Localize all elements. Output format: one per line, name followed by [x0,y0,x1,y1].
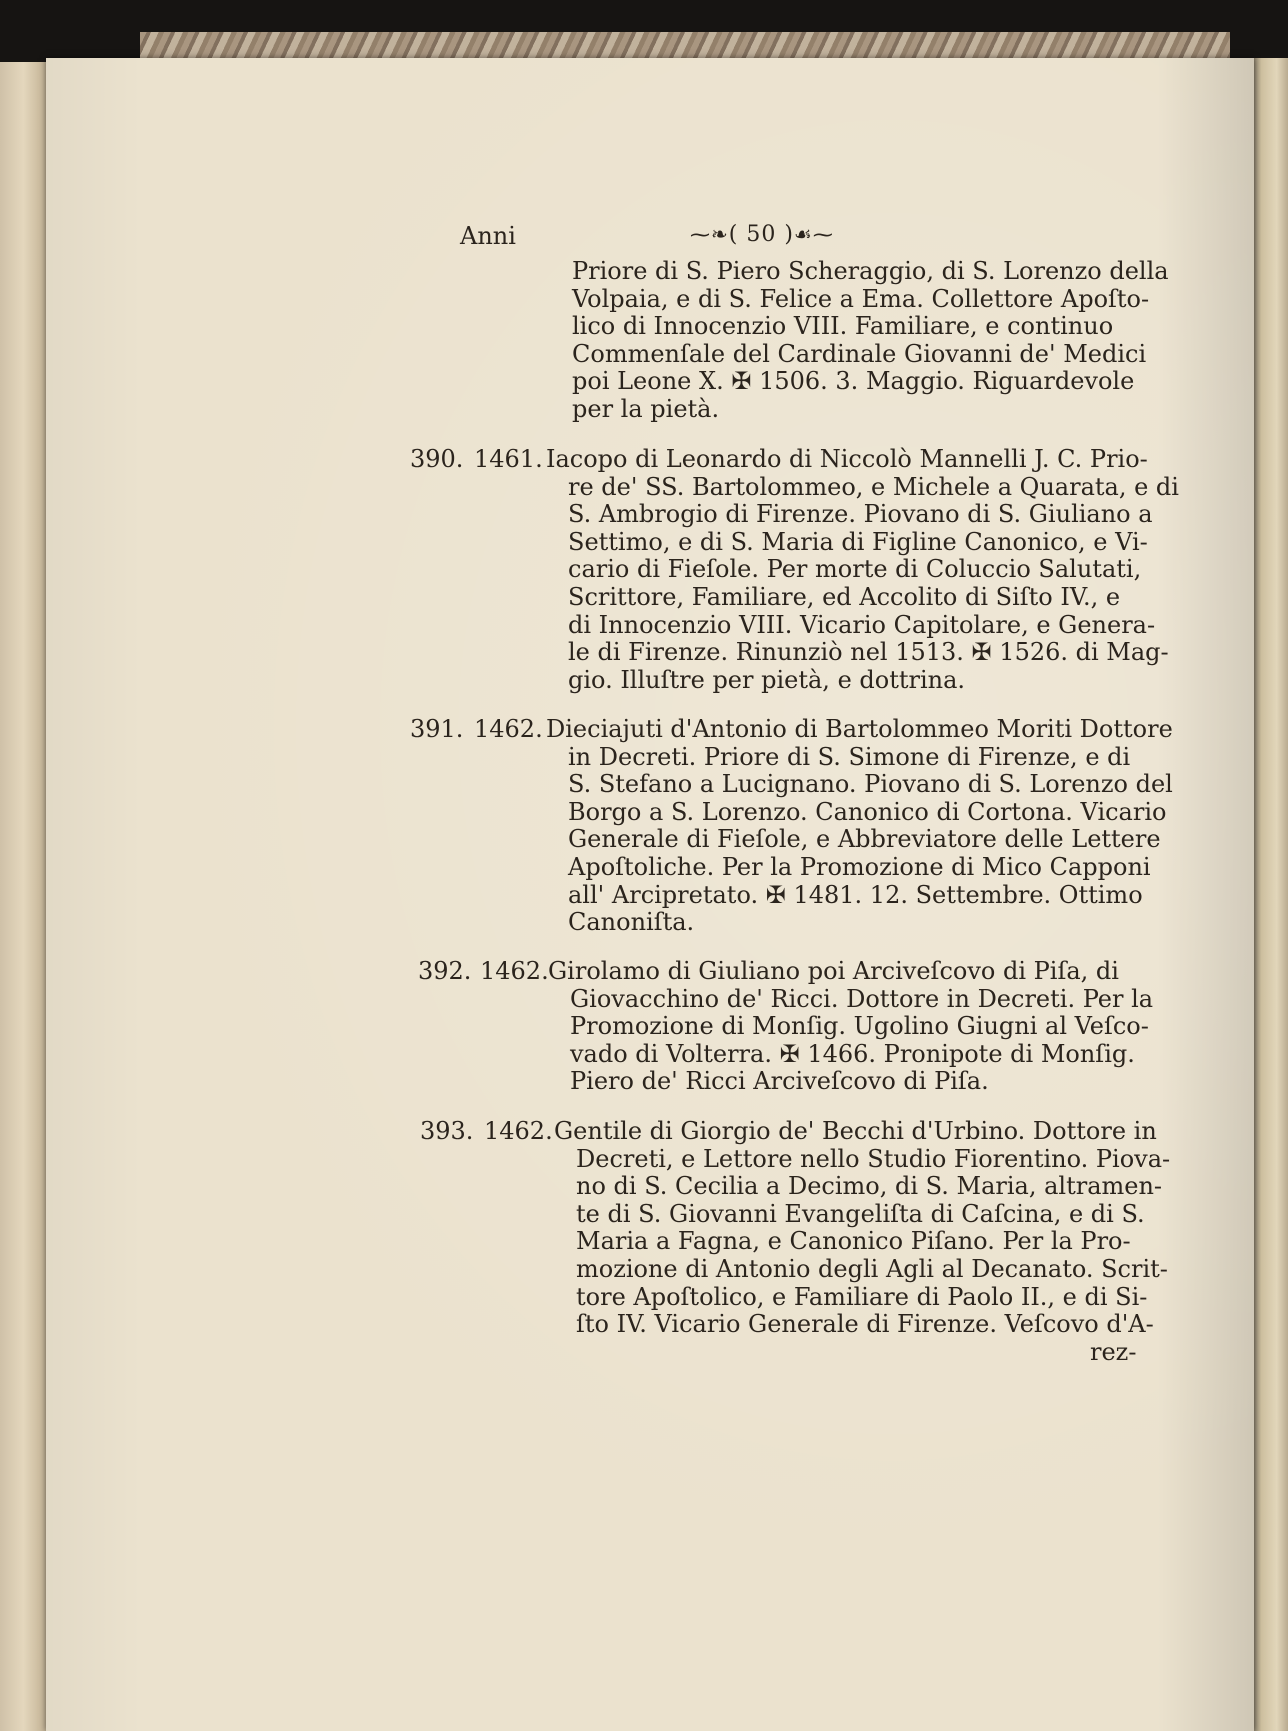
register-entry [410,445,1179,706]
folio-label: ( 50 ) [728,222,794,247]
text-line: Canoniſta. [568,908,695,937]
text-line: no di S. Cecilia a Decimo, di S. Maria, altramen- [576,1172,1163,1201]
page-header [460,222,1160,262]
entry-year: 1462. [474,715,543,743]
page-number [690,222,834,247]
entry-text [546,446,1179,694]
entry-year: 1461. [474,445,543,473]
entry-number: 393. [420,1117,474,1145]
text-line: Maria a Fagna, e Canonico Piſano. Per la Pro- [576,1227,1131,1256]
text-line: cario di Fieſole. Per morte di Coluccio Salutati, [568,555,1142,584]
text-line: Promozione di Monſig. Ugolino Giugni al Veſco- [570,1012,1149,1041]
text-line: Borgo a S. Lorenzo. Canonico di Cortona. Vicario [568,797,1167,826]
entry-year: 1462. [480,957,549,985]
text-line: lico di Innocenzio VIII. Familiare, e continuo [572,312,1114,341]
text-line: in Decreti. Priore di S. Simone di Firenze, e di [568,742,1131,771]
text-line: mozione di Antonio degli Agli al Decanato. Scrit- [576,1254,1168,1283]
text-line: Giovacchino de' Ricci. Dottore in Decreti. Per la [570,984,1154,1013]
left-flourish-ornament: ⁓❧ [690,222,729,246]
text-line: tore Apoſtolico, e Familiare di Paolo II., e di Si- [576,1282,1148,1311]
text-line: Gentile di Giorgio de' Becchi d'Urbino. Dottore in [554,1117,1157,1145]
text-line: poi Leone X. ✠ 1506. 3. Maggio. Riguardevole [572,367,1135,396]
entry-text [548,958,1153,1096]
text-line: Decreti, e Lettore nello Studio Fiorentino. Piova- [576,1144,1171,1173]
text-line: Volpaia, e di S. Felice a Ema. Collettore Apoſto- [572,284,1150,313]
text-line: S. Stefano a Lucignano. Piovano di S. Lorenzo del [568,770,1173,799]
text-line: Girolamo di Giuliano poi Arciveſcovo di Piſa, di [548,957,1119,985]
text-line: Scrittore, Familiare, ed Accolito di Siſto IV., e [568,582,1121,611]
text-line: Priore di S. Piero Scheraggio, di S. Lorenzo della [572,257,1169,285]
text-line: re de' SS. Bartolommeo, e Michele a Quarata, e di [568,472,1179,501]
text-line: Settimo, e di S. Maria di Figline Canonico, e Vi- [568,527,1148,556]
text-line: di Innocenzio VIII. Vicario Capitolare, e Genera- [568,610,1156,639]
running-head: Anni [460,222,516,250]
entry-number: 390. [410,445,464,473]
text-line: S. Ambrogio di Firenze. Piovano di S. Giuliano a [568,500,1153,529]
register-entry [410,715,1173,946]
stacked-page-edges [0,62,52,1731]
text-line: Apoſtoliche. Per la Promozione di Mico Capponi [568,852,1151,881]
text-line: Commenſale del Cardinale Giovanni de' Medici [572,339,1147,368]
text-line: te di S. Giovanni Evangeliſta di Caſcina, e di S. [576,1199,1145,1228]
text-line: ſto IV. Vicario Generale di Firenze. Veſcovo d'A- [576,1310,1154,1339]
text-line: Dieciajuti d'Antonio di Bartolommeo Moriti Dottore [546,715,1173,743]
facing-page-edge [1250,58,1288,1731]
text-line: gio. Illuſtre per pietà, e dottrina. [568,665,966,694]
register-entry [418,958,1178,1108]
register-entry [420,1118,1180,1378]
text-line: Iacopo di Leonardo di Niccolò Mannelli J. C. Prio- [546,445,1148,473]
entry-number: 391. [410,715,464,743]
entry-text [554,1118,1170,1366]
text-line: le di Firenze. Rinunziò nel 1513. ✠ 1526. di Mag- [568,638,1169,667]
entry-text [546,716,1173,937]
continuation-paragraph [572,257,1169,424]
text-line: per la pietà. [572,394,720,423]
text-line: vado di Volterra. ✠ 1466. Pronipote di Monſig. [570,1039,1135,1068]
text-line: Piero de' Ricci Arciveſcovo di Piſa. [570,1067,989,1096]
right-flourish-ornament: ☙⁓ [793,222,834,246]
entry-number: 392. [418,957,472,985]
text-line: Generale di Fieſole, e Abbreviatore delle Lettere [568,825,1161,854]
text-line: all' Arcipretato. ✠ 1481. 12. Settembre. Ottimo [568,880,1143,909]
entry-year: 1462. [484,1117,553,1145]
catchword: rez- [1090,1337,1137,1366]
